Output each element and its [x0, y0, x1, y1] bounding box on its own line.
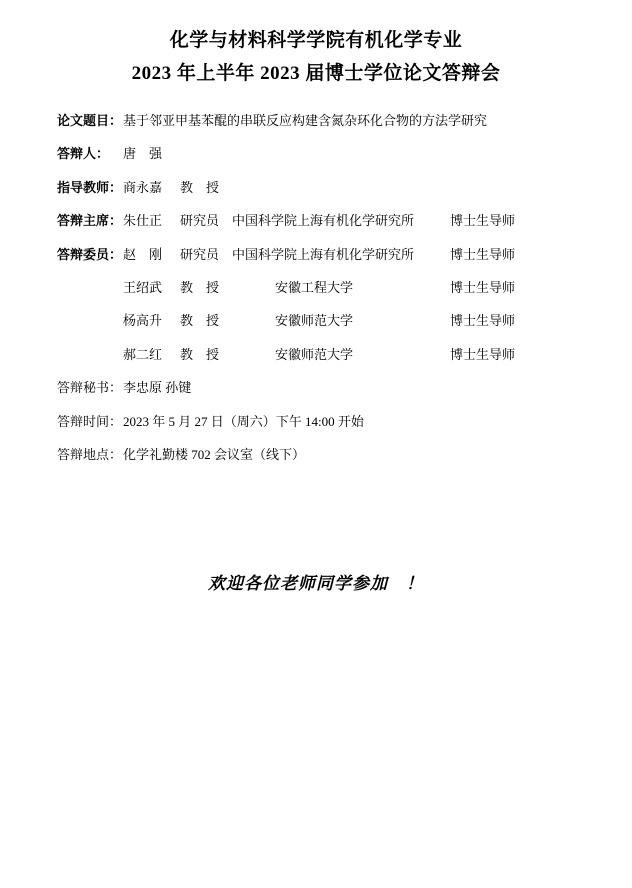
- welcome-message: 欢迎各位老师同学参加 ！: [208, 574, 424, 594]
- committee-member-row: [57, 310, 602, 343]
- candidate-row: [57, 143, 602, 176]
- candidate-label: 答辩人：: [57, 146, 110, 162]
- title-line-2: 2023 年上半年 2023 届博士学位论文答辩会: [131, 63, 501, 84]
- member-title: 研究员: [180, 246, 220, 262]
- supervisor-row: [57, 177, 602, 210]
- thesis-title-row: [57, 110, 602, 143]
- thesis-title-label: 论文题目：: [57, 113, 123, 128]
- candidate-name: 唐 强: [123, 146, 163, 162]
- chair-role: 博士生导师: [450, 213, 516, 229]
- member-affiliation: 安徽工程大学: [275, 279, 354, 295]
- chair-row: [57, 210, 602, 243]
- defense-venue-value: 化学礼勤楼 702 会议室（线下）: [123, 446, 306, 462]
- title-line-1: 化学与材料科学学院有机化学专业: [169, 30, 463, 51]
- document-body: [57, 110, 602, 477]
- member-role: 博士生导师: [450, 279, 516, 295]
- chair-title: 研究员: [180, 213, 220, 229]
- committee-label: 答辩委员：: [57, 246, 123, 262]
- member-affiliation: 安徽师范大学: [275, 346, 354, 362]
- committee-member-row: [57, 277, 602, 310]
- secretary-row: [57, 377, 602, 410]
- member-affiliation: 安徽师范大学: [275, 313, 354, 329]
- defense-time-value: 2023 年 5 月 27 日（周六）下午 14:00 开始: [123, 413, 364, 429]
- chair-affiliation: 中国科学院上海有机化学研究所: [232, 213, 415, 229]
- defense-venue-row: [57, 444, 602, 477]
- member-name: 杨高升: [123, 313, 163, 329]
- member-name: 王绍武: [123, 279, 163, 295]
- secretary-names: 李忠原 孙键: [123, 380, 192, 396]
- committee-member-row: [57, 344, 602, 377]
- member-title: 教 授: [180, 279, 220, 295]
- secretary-label: 答辩秘书：: [57, 380, 123, 396]
- supervisor-title: 教 授: [180, 179, 220, 195]
- member-role: 博士生导师: [450, 313, 516, 329]
- committee-member-row: [57, 244, 602, 277]
- member-title: 教 授: [180, 313, 220, 329]
- defense-time-row: [57, 411, 602, 444]
- defense-venue-label: 答辩地点：: [57, 446, 123, 462]
- member-role: 博士生导师: [450, 346, 516, 362]
- member-name: 郝二红: [123, 346, 163, 362]
- chair-name: 朱仕正: [123, 213, 163, 229]
- document-title: [0, 24, 632, 90]
- member-role: 博士生导师: [450, 246, 516, 262]
- member-name: 赵 刚: [123, 246, 163, 262]
- supervisor-label: 指导教师：: [57, 179, 123, 195]
- member-affiliation: 中国科学院上海有机化学研究所: [232, 246, 415, 262]
- member-title: 教 授: [180, 346, 220, 362]
- thesis-title-value: 基于邻亚甲基苯醌的串联反应构建含氮杂环化合物的方法学研究: [123, 113, 488, 128]
- defense-time-label: 答辩时间：: [57, 413, 123, 429]
- supervisor-name: 商永嘉: [123, 179, 163, 195]
- chair-label: 答辩主席：: [57, 213, 123, 229]
